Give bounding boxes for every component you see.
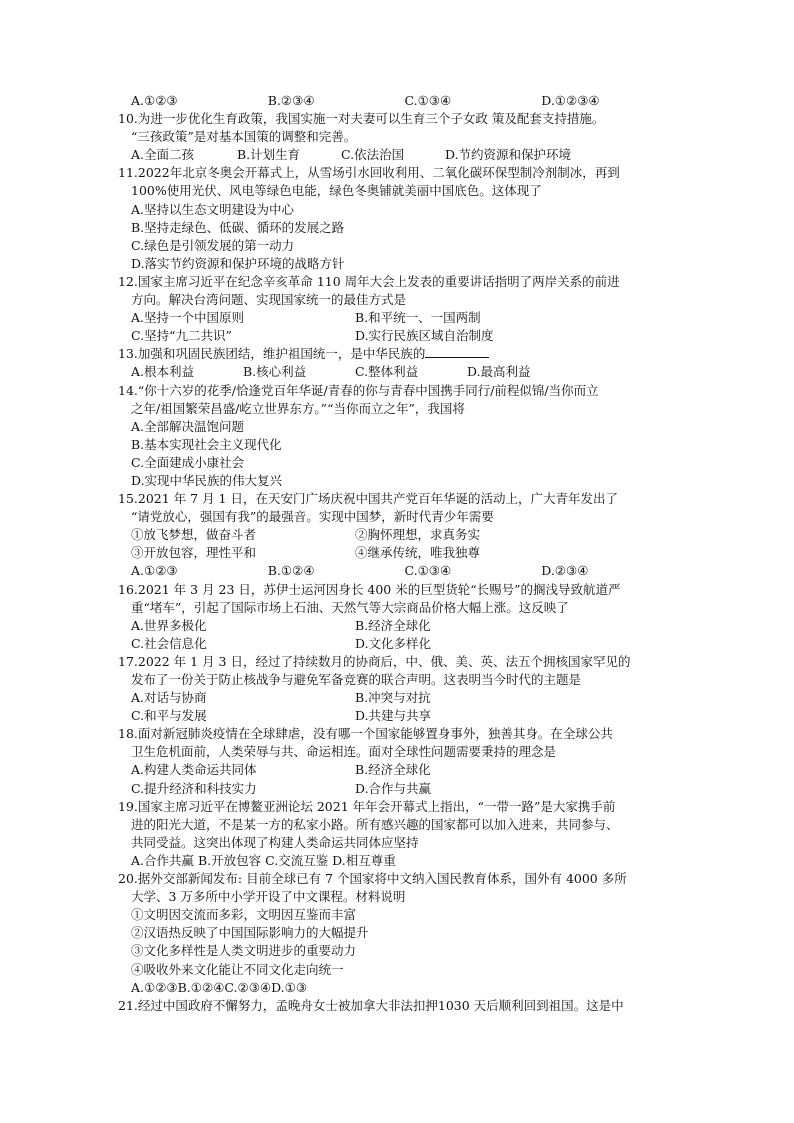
- statement-item: ④继承传统，唯我独尊: [355, 545, 481, 561]
- question-line: “三孩政策”是对基本国策的调整和完善。: [131, 129, 357, 145]
- question-line: 15.2021 年 7 月 1 日，在天安门广场庆祝中国共产党百年华诞的活动上，广大青年发出了: [118, 491, 618, 507]
- option: D.实行民族区域自治制度: [355, 328, 494, 344]
- q16-options: [118, 617, 678, 635]
- statement-item: ③文化多样性是人类文明进步的重要动力: [131, 943, 357, 959]
- question-line: 21.经过中国政府不懈努力，孟晚舟女士被加拿大非法扣押1030 天后顺利回到祖国。这是中: [118, 997, 624, 1013]
- statement-item: ④吸收外来文化能让不同文化走向统一: [131, 961, 344, 977]
- question-line: 17.2022 年 1 月 3 日，经过了持续数月的协商后，中、俄、美、英、法五个拥核国家罕见的: [118, 653, 631, 669]
- question-line: 100%使用光伏、风电等绿色电能，绿色冬奥铺就美丽中国底色。这体现了: [131, 183, 542, 199]
- option: B.经济全球化: [355, 617, 431, 633]
- option: C.和平与发展: [131, 708, 207, 724]
- statement-item: ③开放包容，理性平和: [131, 545, 257, 561]
- option: A.全部解决温饱问题: [131, 418, 245, 434]
- option: A.对话与协商: [131, 690, 207, 706]
- answer-blank: [425, 345, 489, 358]
- option: A.坚持一个中国原则: [131, 310, 245, 326]
- option: A.①②③: [131, 93, 178, 108]
- option: C.①③④: [404, 93, 452, 108]
- question-line: 方向。解决台湾问题、实现国家统一的最佳方式是: [131, 292, 407, 308]
- question-line: [118, 345, 678, 363]
- question-line: 发布了一份关于防止核战争与避免军备竞赛的联合声明。这表明当今时代的主题是: [131, 672, 582, 687]
- option: B.核心利益: [243, 364, 307, 380]
- option: A.①②③: [131, 563, 178, 579]
- q17-options: [118, 707, 678, 725]
- question-line: 18.面对新冠肺炎疫情在全球肆虐，没有哪一个国家能够置身事外，独善其身。在全球公共: [118, 726, 613, 742]
- option: B.冲突与对抗: [355, 690, 431, 706]
- question-line: 11.2022年北京冬奥会开幕式上，从雪场引水回收利用、二氧化碳环保型制冷剂制冰，再到: [118, 165, 620, 181]
- question-line: 14.“你十六岁的花季/恰逢党百年华诞/青春的你与青春中国携手同行/前程似锦/当你而立: [118, 382, 599, 398]
- q9-options: [118, 92, 678, 110]
- q12-options: [118, 327, 678, 345]
- option: A.全面二孩: [131, 147, 195, 163]
- q18-options: [118, 761, 678, 779]
- option: D.节约资源和保护环境: [445, 147, 572, 163]
- option: B.计划生育: [237, 147, 301, 163]
- option: C.①③④: [404, 563, 452, 579]
- option: C.整体利益: [355, 364, 419, 380]
- question-line: “请党放心，强国有我”的最强音。实现中国梦，新时代青少年需要: [131, 509, 494, 525]
- question-line: 进的阳光大道，不是某一方的私家小路。所有感兴趣的国家都可以加入进来，共同参与、: [131, 816, 619, 832]
- option: B.②③④: [267, 93, 315, 108]
- option: C.提升经济和科技实力: [131, 780, 257, 796]
- option: C.依法治国: [341, 147, 405, 163]
- question-line: 10.为进一步优化生育政策，我国实施一对夫妻可以生育三个子女政 策及配套支持措施。: [118, 111, 605, 127]
- q12-options: [118, 309, 678, 327]
- question-line: 卫生危机面前，人类荣辱与共、命运相连。面对全球性问题需要秉持的理念是: [131, 744, 557, 760]
- option: A.根本利益: [131, 364, 195, 380]
- question-line: 之年/祖国繁荣昌盛/屹立世界东方。”“当你而立之年”，我国将: [131, 400, 465, 416]
- option: D.最高利益: [467, 364, 531, 380]
- q18-options: [118, 780, 678, 798]
- option: D.共建与共享: [355, 708, 432, 724]
- option: B.坚持走绿色、低碳、循环的发展之路: [131, 219, 345, 235]
- option: A.构建人类命运共同体: [131, 762, 257, 778]
- question-line: 20.据外交部新闻发布: 目前全球已有 7 个国家将中文纳入国民教育体系，国外有 4000 多所: [118, 871, 627, 887]
- exam-page: [118, 92, 678, 1015]
- question-line: 大学、3 万多所中小学开设了中文课程。材料说明: [131, 889, 406, 905]
- q19-options: A.合作共赢 B.开放包容 C.交流互鉴 D.相互尊重: [131, 852, 396, 868]
- option: B.和平统一、一国两制: [355, 310, 481, 326]
- q17-options: [118, 689, 678, 707]
- option: C.绿色是引领发展的第一动力: [131, 237, 295, 253]
- q13-options: [118, 363, 678, 381]
- option: D.合作与共赢: [355, 780, 432, 796]
- question-line: 重“堵车”，引起了国际市场上石油、天然气等大宗商品价格大幅上涨。这反映了: [131, 599, 569, 615]
- q15-items: [118, 526, 678, 544]
- statement-item: ②汉语热反映了中国国际影响力的大幅提升: [131, 925, 369, 941]
- option: B.经济全球化: [355, 762, 431, 778]
- option: D.文化多样化: [355, 635, 432, 651]
- q15-items: [118, 544, 678, 562]
- option: C.社会信息化: [131, 635, 207, 651]
- option: B.①②④: [267, 563, 315, 579]
- question-line: 共同受益。这突出体现了构建人类命运共同体应坚持: [131, 834, 419, 850]
- statement-item: ①放飞梦想，做奋斗者: [131, 527, 257, 543]
- option: B.基本实现社会主义现代化: [131, 436, 282, 452]
- question-line: 12.国家主席习近平在纪念辛亥革命 110 周年大会上发表的重要讲话指明了两岸关系的前进: [118, 273, 620, 289]
- q20-options: A.①②③B.①②④C.②③④D.①③: [131, 979, 308, 995]
- option: A.世界多极化: [131, 617, 207, 633]
- q10-options: [118, 146, 678, 164]
- option: A.坚持以生态文明建设为中心: [131, 201, 295, 217]
- q15-options: [118, 562, 678, 580]
- statement-item: ①文明因交流而多彩，文明因互鉴而丰富: [131, 907, 357, 923]
- statement-item: ②胸怀理想，求真务实: [355, 527, 481, 543]
- question-line: 19.国家主席习近平在博鳌亚洲论坛 2021 年年会开幕式上指出，“一带一路”是大家携手前: [118, 798, 616, 814]
- option: C.全面建成小康社会: [131, 454, 245, 470]
- option: D.落实节约资源和保护环境的战略方针: [131, 255, 345, 271]
- option: C.坚持“九二共识”: [131, 328, 232, 344]
- question-line: 16.2021 年 3 月 23 日，苏伊士运河因身长 400 米的巨型货轮“长赐号”的搁浅导致航道严: [118, 581, 621, 597]
- question-stem: 13.加强和巩固民族团结，维护祖国统一，是中华民族的: [118, 346, 426, 362]
- q16-options: [118, 635, 678, 653]
- option: D.①②③④: [541, 93, 600, 108]
- option: D.②③④: [541, 563, 589, 579]
- option: D.实现中华民族的伟大复兴: [131, 472, 283, 488]
